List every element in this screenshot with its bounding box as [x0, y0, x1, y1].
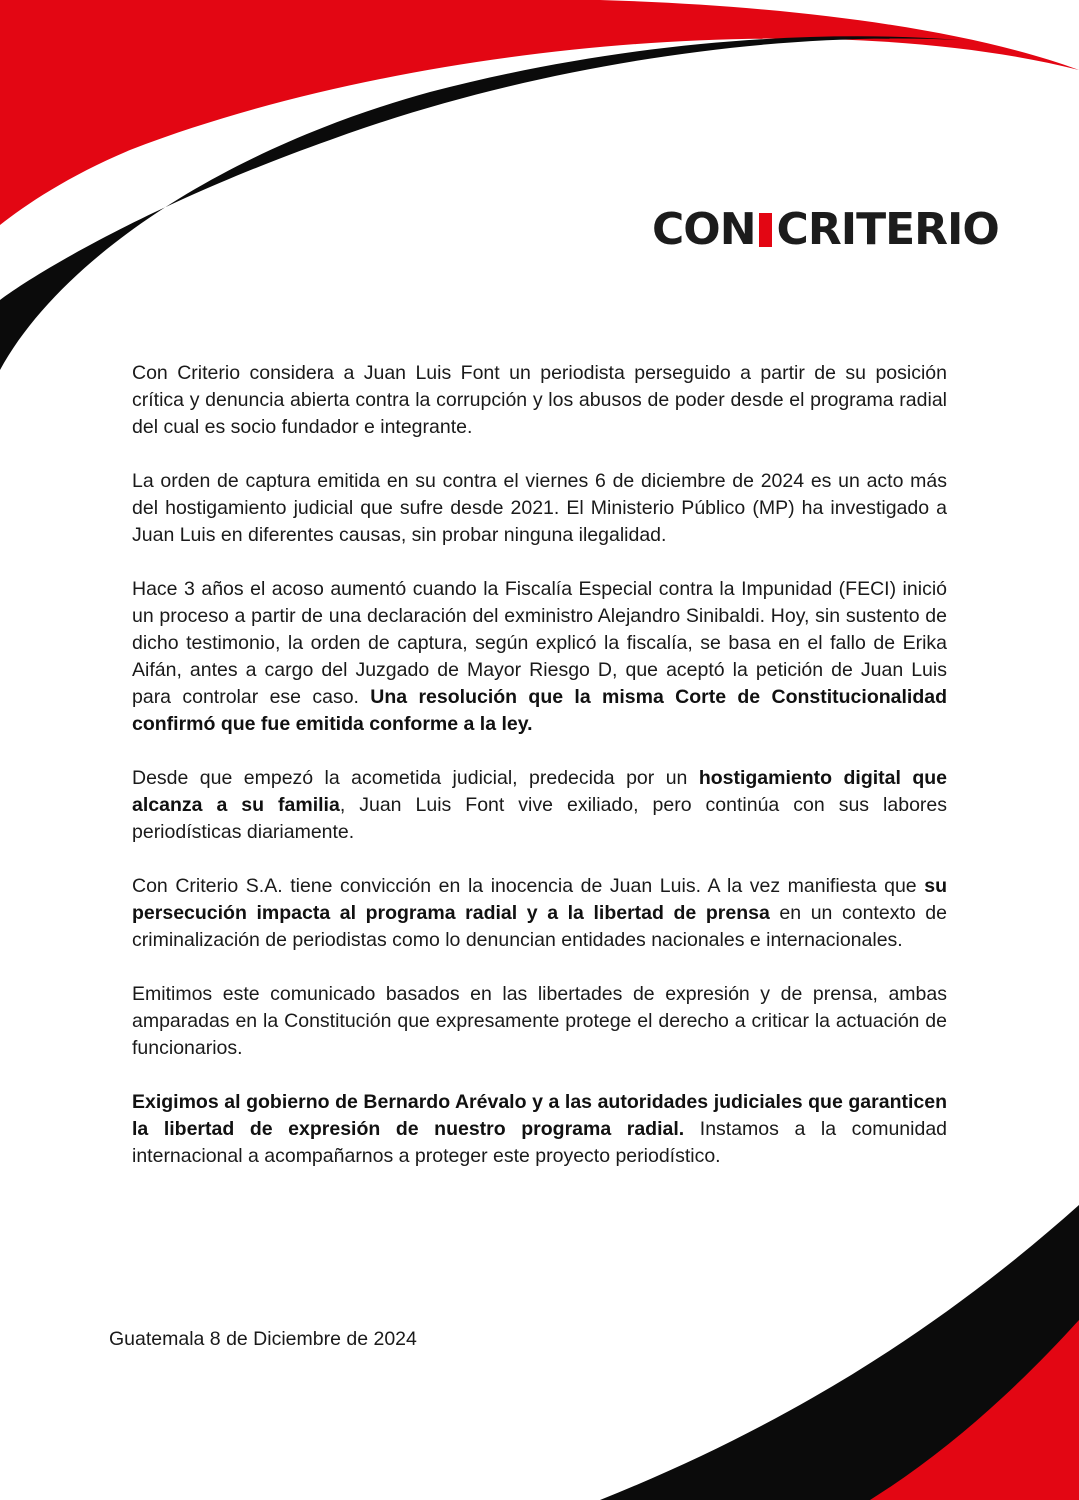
paragraph-4: Desde que empezó la acometida judicial, predecida por un hostigamiento digital que alcanza a su familia, Juan Luis Font vive exiliado, pero continúa con sus labores periodísticas diariamente.: [132, 767, 948, 843]
top-red-swoosh: [0, 0, 1079, 225]
bold-text: su persecución impacta al programa radial y a la libertad de prensa: [132, 875, 947, 924]
paragraph-6: Emitimos este comunicado basados en las libertades de expresión y de prensa, ambas amparadas en la Constitución que expresamente protege el derecho a criticar la actuación de funcionarios.: [132, 983, 947, 1059]
logo-word-con: CON: [652, 204, 756, 255]
bold-text: Una resolución que la misma Corte de Constitucionalidad confirmó que fue emitida conforme a la ley.: [132, 686, 947, 735]
paragraph-2: La orden de captura emitida en su contra el viernes 6 de diciembre de 2024 es un acto más del hostigamiento judicial que sufre desde 2021. El Ministerio Público (MP) ha investigado a Juan Luis en diferentes causas, sin probar ninguna ilegalidad.: [132, 470, 947, 546]
logo-word-criterio: CRITERIO: [776, 204, 999, 255]
bold-text: Exigimos al gobierno de Bernardo Arévalo y a las autoridades judiciales que garanticen la libertad de expresión de nuestro programa radial.: [132, 1091, 947, 1140]
logo-red-bar: [759, 213, 772, 247]
paragraph-1: Con Criterio considera a Juan Luis Font un periodista perseguido a partir de su posición crítica y denuncia abierta contra la corrupción y los abusos de poder desde el programa radial del cual es socio fundador e integrante.: [132, 362, 947, 438]
paragraph-3: Hace 3 años el acoso aumentó cuando la Fiscalía Especial contra la Impunidad (FECI) inició un proceso a partir de una declaración del exministro Alejandro Sinibaldi. Hoy, sin sustento de dicho testimonio, la orden de captura, según explicó la fiscalía, se basa en el fallo de Erika Aifán, antes a cargo del Juzgado de Mayor Riesgo D, que aceptó la petición de Juan Luis para controlar ese caso. Una resolución que la misma Corte de Constitucionalidad confirmó que fue emitida conforme a la ley.: [132, 578, 947, 735]
statement-body: [132, 360, 947, 1197]
con-criterio-logo: [652, 204, 999, 255]
paragraph-5: Con Criterio S.A. tiene convicción en la inocencia de Juan Luis. A la vez manifiesta que su persecución impacta al programa radial y a la libertad de prensa en un contexto de criminalización de periodistas como lo denuncian entidades nacionales e internacionales.: [132, 875, 947, 951]
paragraph-7: Exigimos al gobierno de Bernardo Arévalo y a las autoridades judiciales que garanticen la libertad de expresión de nuestro programa radial. Instamos a la comunidad internacional a acompañarnos a proteger este proyecto periodístico.: [132, 1091, 948, 1167]
statement-date: Guatemala 8 de Diciembre de 2024: [109, 1328, 417, 1350]
bold-text: hostigamiento digital que alcanza a su familia: [132, 767, 948, 816]
